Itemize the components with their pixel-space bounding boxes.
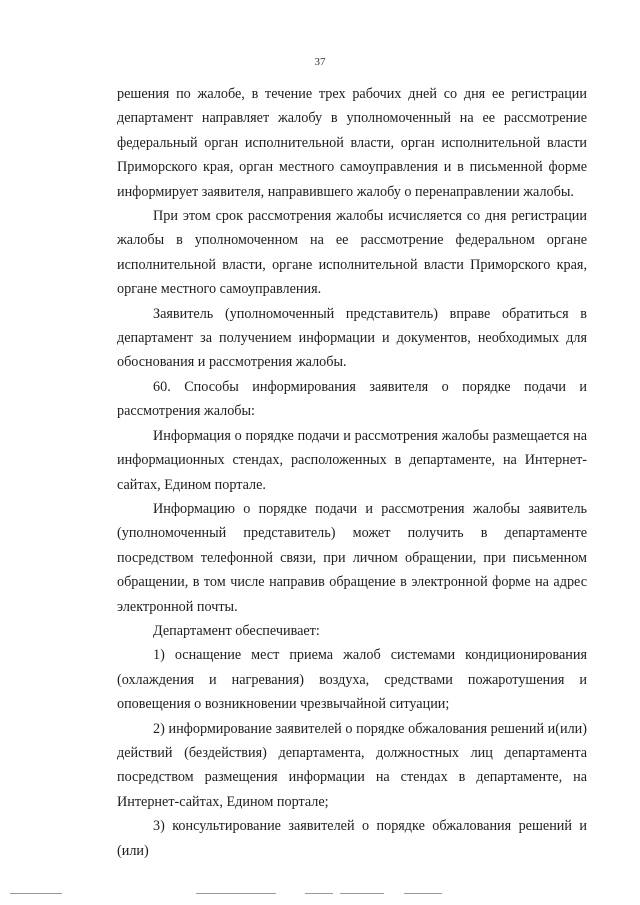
paragraph-7: Департамент обеспечивает: xyxy=(153,622,320,639)
scan-line xyxy=(305,893,333,894)
paragraph-10: 3) консультирование заявителей о порядке обжалования решений и (или) xyxy=(117,818,587,859)
page-number: 37 xyxy=(314,56,326,68)
scan-line xyxy=(10,893,62,894)
scan-artifact-lines xyxy=(0,893,640,895)
scan-line xyxy=(340,893,384,894)
paragraph-4: 60. Способы информирования заявителя о порядке подачи и рассмотрения жалобы: xyxy=(117,378,587,420)
scan-line xyxy=(196,893,276,894)
document-body xyxy=(117,82,587,863)
paragraph-8: 1) оснащение мест приема жалоб системами кондиционирования (охлаждения и нагревания) воздуха, средствами пожаротушения и оповещения о возникновении чрезвычайной ситуации; xyxy=(117,647,587,713)
scan-line xyxy=(404,893,442,894)
paragraph-5: Информация о порядке подачи и рассмотрения жалобы размещается на информационных стендах, расположенных в департаменте, на Интернет-сайтах, Едином портале. xyxy=(117,427,587,493)
paragraph-9: 2) информирование заявителей о порядке обжалования решений и(или) действий (бездействия) департамента, должностных лиц департамента посредством размещения информации на стендах в департаменте, на Интернет-сайтах, Едином портале; xyxy=(117,720,587,810)
paragraph-2: При этом срок рассмотрения жалобы исчисляется со дня регистрации жалобы в уполномоченном на ее рассмотрение федеральном органе исполнительной власти, органе исполнительной власти Приморского края, органе местного самоуправления. xyxy=(117,208,587,298)
paragraph-6: Информацию о порядке подачи и рассмотрения жалобы заявитель (уполномоченный представитель) может получить в департаменте посредством телефонной связи, при личном обращении, при письменном обращении, в том числе направив обращение в электронной форме на адрес электронной почты. xyxy=(117,500,587,615)
paragraph-1: решения по жалобе, в течение трех рабочих дней со дня ее регистрации департамент направляет жалобу в уполномоченный на ее рассмотрение федеральный орган исполнительной власти, орган исполнительной власти Приморского края, орган местного самоуправления и в письменной форме информирует заявителя, направившего жалобу о перенаправлении жалобы. xyxy=(117,86,587,200)
paragraph-3: Заявитель (уполномоченный представитель) вправе обратиться в департамент за получением информации и документов, необходимых для обоснования и рассмотрения жалобы. xyxy=(117,305,587,371)
